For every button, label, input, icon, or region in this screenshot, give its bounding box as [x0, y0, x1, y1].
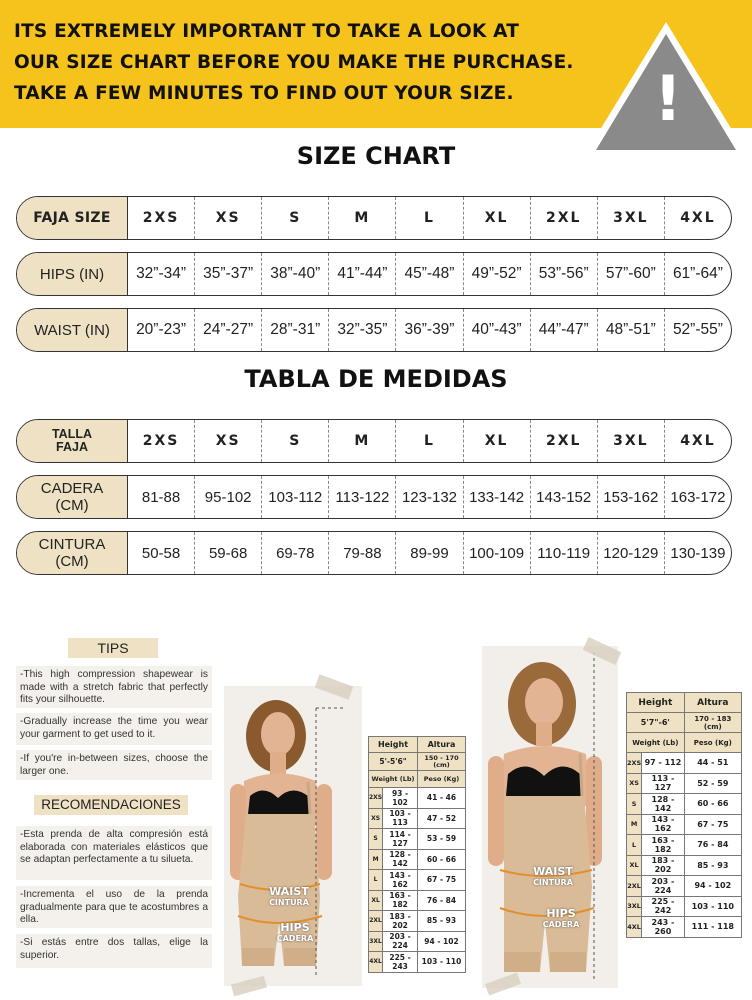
weight-lb-cell: 183 - 202 [642, 855, 684, 876]
hips-tag [270, 922, 320, 944]
recomendacion-item: -Incrementa el uso de la prenda gradualmente para que te acostumbres a ella. [16, 886, 212, 928]
waist-cell: 24”-27” [195, 309, 262, 351]
cintura-label-2: (CM) [55, 553, 89, 570]
product-photo-short [224, 686, 362, 986]
waist-tag-label: WAIST [269, 885, 309, 898]
size-cell: XL [464, 197, 531, 239]
peso-header: Peso (Kg) [684, 733, 741, 753]
weight-lb-cell: 203 - 224 [383, 931, 418, 952]
hips-cell: 57”-60” [598, 253, 665, 295]
weight-row [369, 849, 466, 870]
hips-cell: 32”-34” [128, 253, 195, 295]
weight-kg-cell: 44 - 51 [684, 753, 741, 774]
cintura-cell: 130-139 [670, 544, 726, 562]
cadera-label-2: (CM) [55, 497, 89, 514]
weight-row [369, 911, 466, 932]
cintura-label [17, 532, 128, 574]
size-cell: M [329, 197, 396, 239]
banner-line-3: TAKE A FEW MINUTES TO FIND OUT YOUR SIZE. [14, 83, 514, 104]
cadera-cell: 133-142 [464, 476, 531, 518]
weight-kg-cell: 60 - 66 [418, 849, 466, 870]
weight-kg-cell: 94 - 102 [418, 931, 466, 952]
tip-item: -Gradually increase the time you wear your garment to get used to it. [16, 713, 212, 745]
weight-lb-cell: 225 - 243 [383, 952, 418, 973]
warning-triangle-icon [582, 20, 750, 158]
weight-header: Weight (Lb) [627, 733, 685, 753]
weight-header: Weight (Lb) [369, 771, 418, 788]
weight-lb-cell: 163 - 182 [642, 835, 684, 856]
size-cell: 2XS [369, 788, 383, 809]
waist-cell: 28”-31” [262, 309, 329, 351]
size-table-short-body [369, 788, 466, 973]
cadera-cell: 153-162 [598, 476, 665, 518]
hips-tag-label: HIPS [280, 921, 310, 934]
cadera-cell: 123-132 [396, 476, 463, 518]
size-cell: 3XL [369, 931, 383, 952]
hips-cell: 53”-56” [531, 253, 598, 295]
cadera-cell: 163-172 [670, 488, 726, 506]
cadera-cell: 103-112 [262, 476, 329, 518]
height-header: Height [627, 693, 685, 713]
weight-row [627, 917, 742, 938]
size-chart-title: SIZE CHART [296, 142, 456, 170]
weight-kg-cell: 67 - 75 [684, 814, 741, 835]
cadera-label-1: CADERA [40, 480, 104, 497]
hips-cell: 41”-44” [329, 253, 396, 295]
talla-row [16, 419, 732, 463]
size-cell: M [627, 814, 642, 835]
weight-lb-cell: 113 - 127 [642, 773, 684, 794]
weight-kg-cell: 85 - 93 [684, 855, 741, 876]
altura-header: Altura [418, 737, 466, 753]
size-cell: XL [627, 855, 642, 876]
weight-lb-cell: 163 - 182 [383, 890, 418, 911]
cintura-cell: 110-119 [531, 532, 598, 574]
waist-cell: 44”-47” [531, 309, 598, 351]
waist-tag [264, 886, 314, 908]
talla-cell: 4XL [680, 433, 716, 449]
weight-lb-cell: 143 - 162 [642, 814, 684, 835]
cadera-cell: 81-88 [128, 476, 195, 518]
weight-kg-cell: 85 - 93 [418, 911, 466, 932]
size-cell: 2XL [531, 197, 598, 239]
hips-tag-label: HIPS [546, 907, 576, 920]
weight-lb-cell: 97 - 112 [642, 753, 684, 774]
weight-row [627, 876, 742, 897]
product-photo-long [482, 646, 618, 988]
cintura-label-1: CINTURA [38, 536, 106, 553]
cadera-tag-label: CADERA [542, 920, 580, 929]
talla-cell: M [329, 420, 396, 462]
waist-cell: 32”-35” [329, 309, 396, 351]
weight-kg-cell: 76 - 84 [418, 890, 466, 911]
size-cell: 4XL [627, 917, 642, 938]
cintura-cell: 89-99 [396, 532, 463, 574]
warning-exclamation: ! [653, 62, 683, 135]
waist-label: WAIST (IN) [17, 309, 128, 351]
size-cell: L [369, 870, 383, 891]
waist-cell: 48”-51” [598, 309, 665, 351]
hips-row [16, 252, 732, 296]
cintura-cell: 59-68 [195, 532, 262, 574]
size-cell: XS [369, 808, 383, 829]
weight-lb-cell: 114 - 127 [383, 829, 418, 850]
size-table-tall [626, 692, 742, 938]
weight-lb-cell: 143 - 162 [383, 870, 418, 891]
weight-lb-cell: 128 - 142 [383, 849, 418, 870]
weight-lb-cell: 183 - 202 [383, 911, 418, 932]
size-cell: 2XS [627, 753, 642, 774]
weight-row [627, 794, 742, 815]
banner-line-2: OUR SIZE CHART BEFORE YOU MAKE THE PURCHASE. [14, 52, 574, 73]
size-cell: 4XL [369, 952, 383, 973]
talla-cell: XS [195, 420, 262, 462]
talla-cell: S [262, 420, 329, 462]
weight-row [369, 870, 466, 891]
faja-size-label: FAJA SIZE [17, 197, 128, 239]
size-cell: XL [369, 890, 383, 911]
tips-title: TIPS [68, 638, 158, 658]
weight-lb-cell: 243 - 260 [642, 917, 684, 938]
talla-faja-label [17, 420, 128, 462]
weight-lb-cell: 203 - 224 [642, 876, 684, 897]
cintura-cell: 69-78 [262, 532, 329, 574]
hips-label: HIPS (IN) [17, 253, 128, 295]
waist-tag [528, 866, 578, 888]
size-table-tall-body [627, 753, 742, 938]
weight-kg-cell: 103 - 110 [684, 896, 741, 917]
cadera-cell: 95-102 [195, 476, 262, 518]
size-cell: 2XL [369, 911, 383, 932]
cintura-tag-label: CINTURA [269, 898, 309, 907]
size-cell: XS [195, 197, 262, 239]
cintura-cell: 50-58 [128, 532, 195, 574]
size-cell: S [369, 829, 383, 850]
talla-label: TALLA [51, 427, 93, 441]
cintura-cell: 79-88 [329, 532, 396, 574]
weight-row [369, 829, 466, 850]
cintura-cell: 120-129 [598, 532, 665, 574]
height-value: 5'7"-6' [627, 713, 685, 733]
tip-item: -This high compression shapewear is made with a stretch fabric that perfectly fits your silhouette. [16, 666, 212, 708]
altura-value: 150 - 170 (cm) [418, 753, 466, 771]
height-value: 5'-5'6" [369, 753, 418, 771]
talla-cell: 3XL [598, 420, 665, 462]
weight-row [369, 808, 466, 829]
weight-row [627, 835, 742, 856]
hips-cell: 45”-48” [396, 253, 463, 295]
talla-cell: 2XS [128, 420, 195, 462]
altura-header: Altura [684, 693, 741, 713]
recomendaciones-title: RECOMENDACIONES [34, 795, 188, 815]
hips-cell: 38”-40” [262, 253, 329, 295]
weight-kg-cell: 52 - 59 [684, 773, 741, 794]
hips-tag [536, 908, 586, 930]
weight-row [369, 952, 466, 973]
talla-cell: XL [464, 420, 531, 462]
size-cell: 3XL [598, 197, 665, 239]
banner-text [14, 16, 634, 109]
weight-lb-cell: 225 - 242 [642, 896, 684, 917]
weight-lb-cell: 128 - 142 [642, 794, 684, 815]
cintura-row [16, 531, 732, 575]
hips-cell: 35”-37” [195, 253, 262, 295]
weight-kg-cell: 53 - 59 [418, 829, 466, 850]
banner-line-1: ITS EXTREMELY IMPORTANT TO TAKE A LOOK AT [14, 21, 520, 42]
tip-item: -If you're in-between sizes, choose the larger one. [16, 750, 212, 780]
height-header: Height [369, 737, 418, 753]
faja-label: FAJA [56, 440, 88, 454]
peso-header: Peso (Kg) [418, 771, 466, 788]
weight-lb-cell: 93 - 102 [383, 788, 418, 809]
size-cell: M [369, 849, 383, 870]
weight-kg-cell: 47 - 52 [418, 808, 466, 829]
weight-kg-cell: 94 - 102 [684, 876, 741, 897]
weight-row [627, 753, 742, 774]
altura-value: 170 - 183 (cm) [684, 713, 741, 733]
recomendacion-item: -Si estás entre dos tallas, elige la superior. [16, 934, 212, 968]
weight-kg-cell: 60 - 66 [684, 794, 741, 815]
cadera-tag-label: CADERA [276, 934, 314, 943]
waist-row [16, 308, 732, 352]
weight-kg-cell: 103 - 110 [418, 952, 466, 973]
cadera-cell: 143-152 [531, 476, 598, 518]
talla-cell: L [396, 420, 463, 462]
weight-kg-cell: 41 - 46 [418, 788, 466, 809]
weight-row [369, 788, 466, 809]
waist-cell: 40”-43” [464, 309, 531, 351]
waist-cell: 20”-23” [128, 309, 195, 351]
weight-kg-cell: 67 - 75 [418, 870, 466, 891]
size-cell: 4XL [680, 210, 716, 226]
waist-tag-label: WAIST [533, 865, 573, 878]
cintura-tag-label: CINTURA [533, 878, 573, 887]
model-illustration-2 [482, 646, 618, 988]
size-cell: L [396, 197, 463, 239]
weight-kg-cell: 76 - 84 [684, 835, 741, 856]
cadera-cell: 113-122 [329, 476, 396, 518]
hips-cell: 49”-52” [464, 253, 531, 295]
cintura-cell: 100-109 [464, 532, 531, 574]
weight-row [369, 890, 466, 911]
size-cell: 2XS [128, 197, 195, 239]
weight-row [369, 931, 466, 952]
size-cell: L [627, 835, 642, 856]
size-row [16, 196, 732, 240]
size-cell: S [262, 197, 329, 239]
size-cell: 3XL [627, 896, 642, 917]
weight-row [627, 896, 742, 917]
size-cell: XS [627, 773, 642, 794]
size-table-short [368, 736, 466, 973]
size-cell: S [627, 794, 642, 815]
tabla-title: TABLA DE MEDIDAS [244, 365, 508, 393]
cadera-row [16, 475, 732, 519]
talla-cell: 2XL [531, 420, 598, 462]
waist-cell: 36”-39” [396, 309, 463, 351]
hips-cell: 61”-64” [672, 265, 723, 282]
waist-cell: 52”-55” [672, 321, 723, 338]
recomendacion-item: -Esta prenda de alta compresión está elaborada con materiales elásticos que se adaptan perfectamente a tu silueta. [16, 826, 212, 880]
weight-row [627, 855, 742, 876]
weight-row [627, 814, 742, 835]
cadera-label [17, 476, 128, 518]
weight-row [627, 773, 742, 794]
weight-lb-cell: 103 - 113 [383, 808, 418, 829]
size-cell: 2XL [627, 876, 642, 897]
weight-kg-cell: 111 - 118 [684, 917, 741, 938]
